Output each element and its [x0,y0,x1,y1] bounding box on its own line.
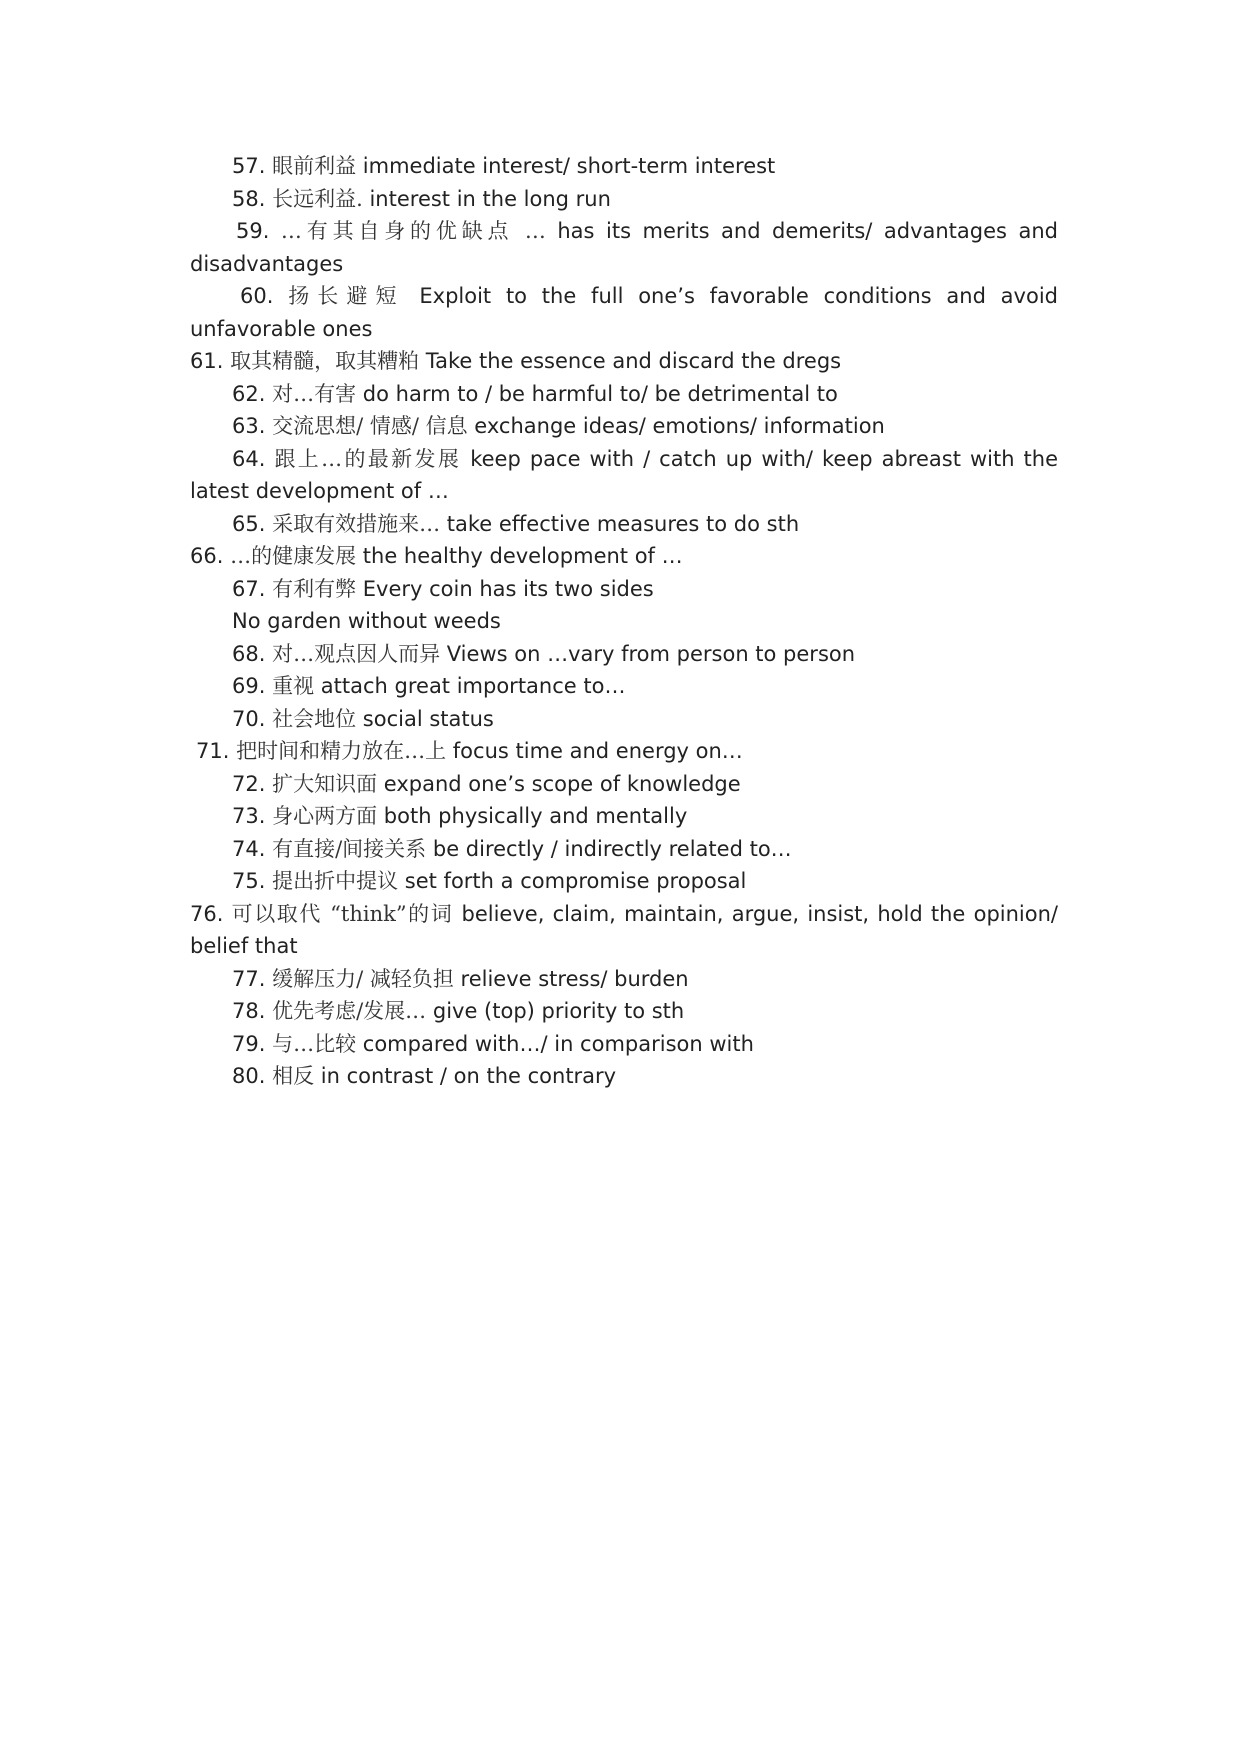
english-phrase: be directly / indirectly related to… [432,836,792,861]
english-phrase: both physically and mentally [383,804,688,828]
list-item [190,670,1058,703]
chinese-phrase: 缓解压力/ 减轻负担 [272,966,454,991]
list-item [190,345,1058,378]
english-phrase: social status [362,706,494,731]
list-item [190,540,1058,573]
chinese-phrase: 长远利益. [272,186,363,211]
english-phrase: Every coin has its two sides [362,576,654,601]
chinese-phrase: 扩大知识面 [272,771,378,796]
list-item [190,1060,1058,1093]
list-item [190,768,1058,801]
english-phrase: has its merits and demerits/ advantages and disadvantages [190,219,1058,276]
chinese-phrase: 采取有效措施来… [272,511,441,536]
item-number: 76. [190,901,224,926]
chinese-phrase: 眼前利益 [272,154,357,178]
chinese-phrase: 相反 [272,1064,315,1088]
list-item [190,150,1058,183]
item-number: 68. [232,641,266,666]
english-phrase: Take the essence and discard the dregs [425,349,842,373]
item-number: 57. [232,154,266,178]
item-number: 61. [190,349,224,373]
list-item [190,443,1058,508]
item-number: 63. [232,414,266,438]
english-phrase: exchange ideas/ emotions/ information [474,414,885,438]
chinese-phrase: 有利有弊 [272,576,357,601]
list-item [190,963,1058,996]
english-phrase: set forth a compromise proposal [404,869,747,893]
list-item [190,995,1058,1028]
list-item [190,573,1058,606]
list-item [190,800,1058,833]
chinese-phrase: 扬长避短 [288,284,405,308]
item-number: 77. [232,966,266,991]
chinese-phrase: 优先考虑/发展… [272,999,427,1023]
english-phrase: focus time and energy on… [452,739,743,763]
english-phrase: immediate interest/ short-term interest [362,154,776,178]
item-number: 78. [232,999,266,1023]
english-phrase: Views on …vary from person to person [446,641,856,666]
list-item [190,865,1058,898]
english-phrase: attach great importance to… [320,674,626,698]
item-number: 79. [232,1031,266,1056]
list-item [190,508,1058,541]
list-item [190,735,1058,768]
item-number: 74. [232,836,266,861]
chinese-phrase: 身心两方面 [272,804,378,828]
chinese-phrase: 跟上…的最新发展 [274,446,462,471]
english-phrase: relieve stress/ burden [460,966,689,991]
phrase-list [190,150,1058,1093]
item-number: 69. [232,674,266,698]
item-number: 66. [190,544,224,568]
english-phrase: No garden without weeds [232,609,501,633]
list-item [190,378,1058,411]
english-phrase: do harm to / be harmful to/ be detrimental to [362,381,838,406]
english-phrase: the healthy development of … [362,544,683,568]
list-item [190,605,1058,638]
item-number: 80. [232,1064,266,1088]
list-item [190,183,1058,216]
item-number: 71. [196,739,230,763]
list-item [190,638,1058,671]
list-item [190,703,1058,736]
list-item [190,215,1058,280]
item-number: 58. [232,186,266,211]
item-number: 59. [236,219,270,243]
english-phrase: Exploit to the full one’s favorable conditions and avoid unfavorable ones [190,284,1058,341]
chinese-phrase: 取其精髓，取其糟粕 [230,349,420,373]
item-number: 75. [232,869,266,893]
item-number: 73. [232,804,266,828]
chinese-phrase: 重视 [272,674,315,698]
item-number: 62. [232,381,266,406]
chinese-phrase: 提出折中提议 [272,869,399,893]
item-number: 65. [232,511,266,536]
list-item [190,1028,1058,1061]
list-item [190,898,1058,963]
chinese-phrase: 把时间和精力放在…上 [236,739,447,763]
item-number: 60. [240,284,274,308]
item-number: 67. [232,576,266,601]
chinese-phrase: 对…观点因人而异 [272,641,441,666]
chinese-phrase: 可以取代 “think”的词 [231,901,454,926]
chinese-phrase: …有其自身的优缺点 … [280,219,546,243]
item-number: 70. [232,706,266,731]
list-item [190,410,1058,443]
chinese-phrase: 交流思想/ 情感/ 信息 [272,414,468,438]
english-phrase: keep pace with / catch up with/ keep abreast with the latest development of … [190,446,1058,503]
english-phrase: give (top) priority to sth [432,999,685,1023]
list-item [190,280,1058,345]
chinese-phrase: 对…有害 [272,381,357,406]
english-phrase: believe, claim, maintain, argue, insist, hold the opinion/ belief that [190,901,1058,958]
english-phrase: compared with…/ in comparison with [362,1031,754,1056]
english-phrase: take effective measures to do sth [446,511,800,536]
chinese-phrase: 与…比较 [272,1031,357,1056]
chinese-phrase: 有直接/间接关系 [272,836,427,861]
english-phrase: interest in the long run [369,186,611,211]
item-number: 72. [232,771,266,796]
english-phrase: expand one’s scope of knowledge [383,771,741,796]
item-number: 64. [232,446,266,471]
chinese-phrase: 社会地位 [272,706,357,731]
chinese-phrase: …的健康发展 [230,544,357,568]
english-phrase: in contrast / on the contrary [320,1064,617,1088]
list-item [190,833,1058,866]
